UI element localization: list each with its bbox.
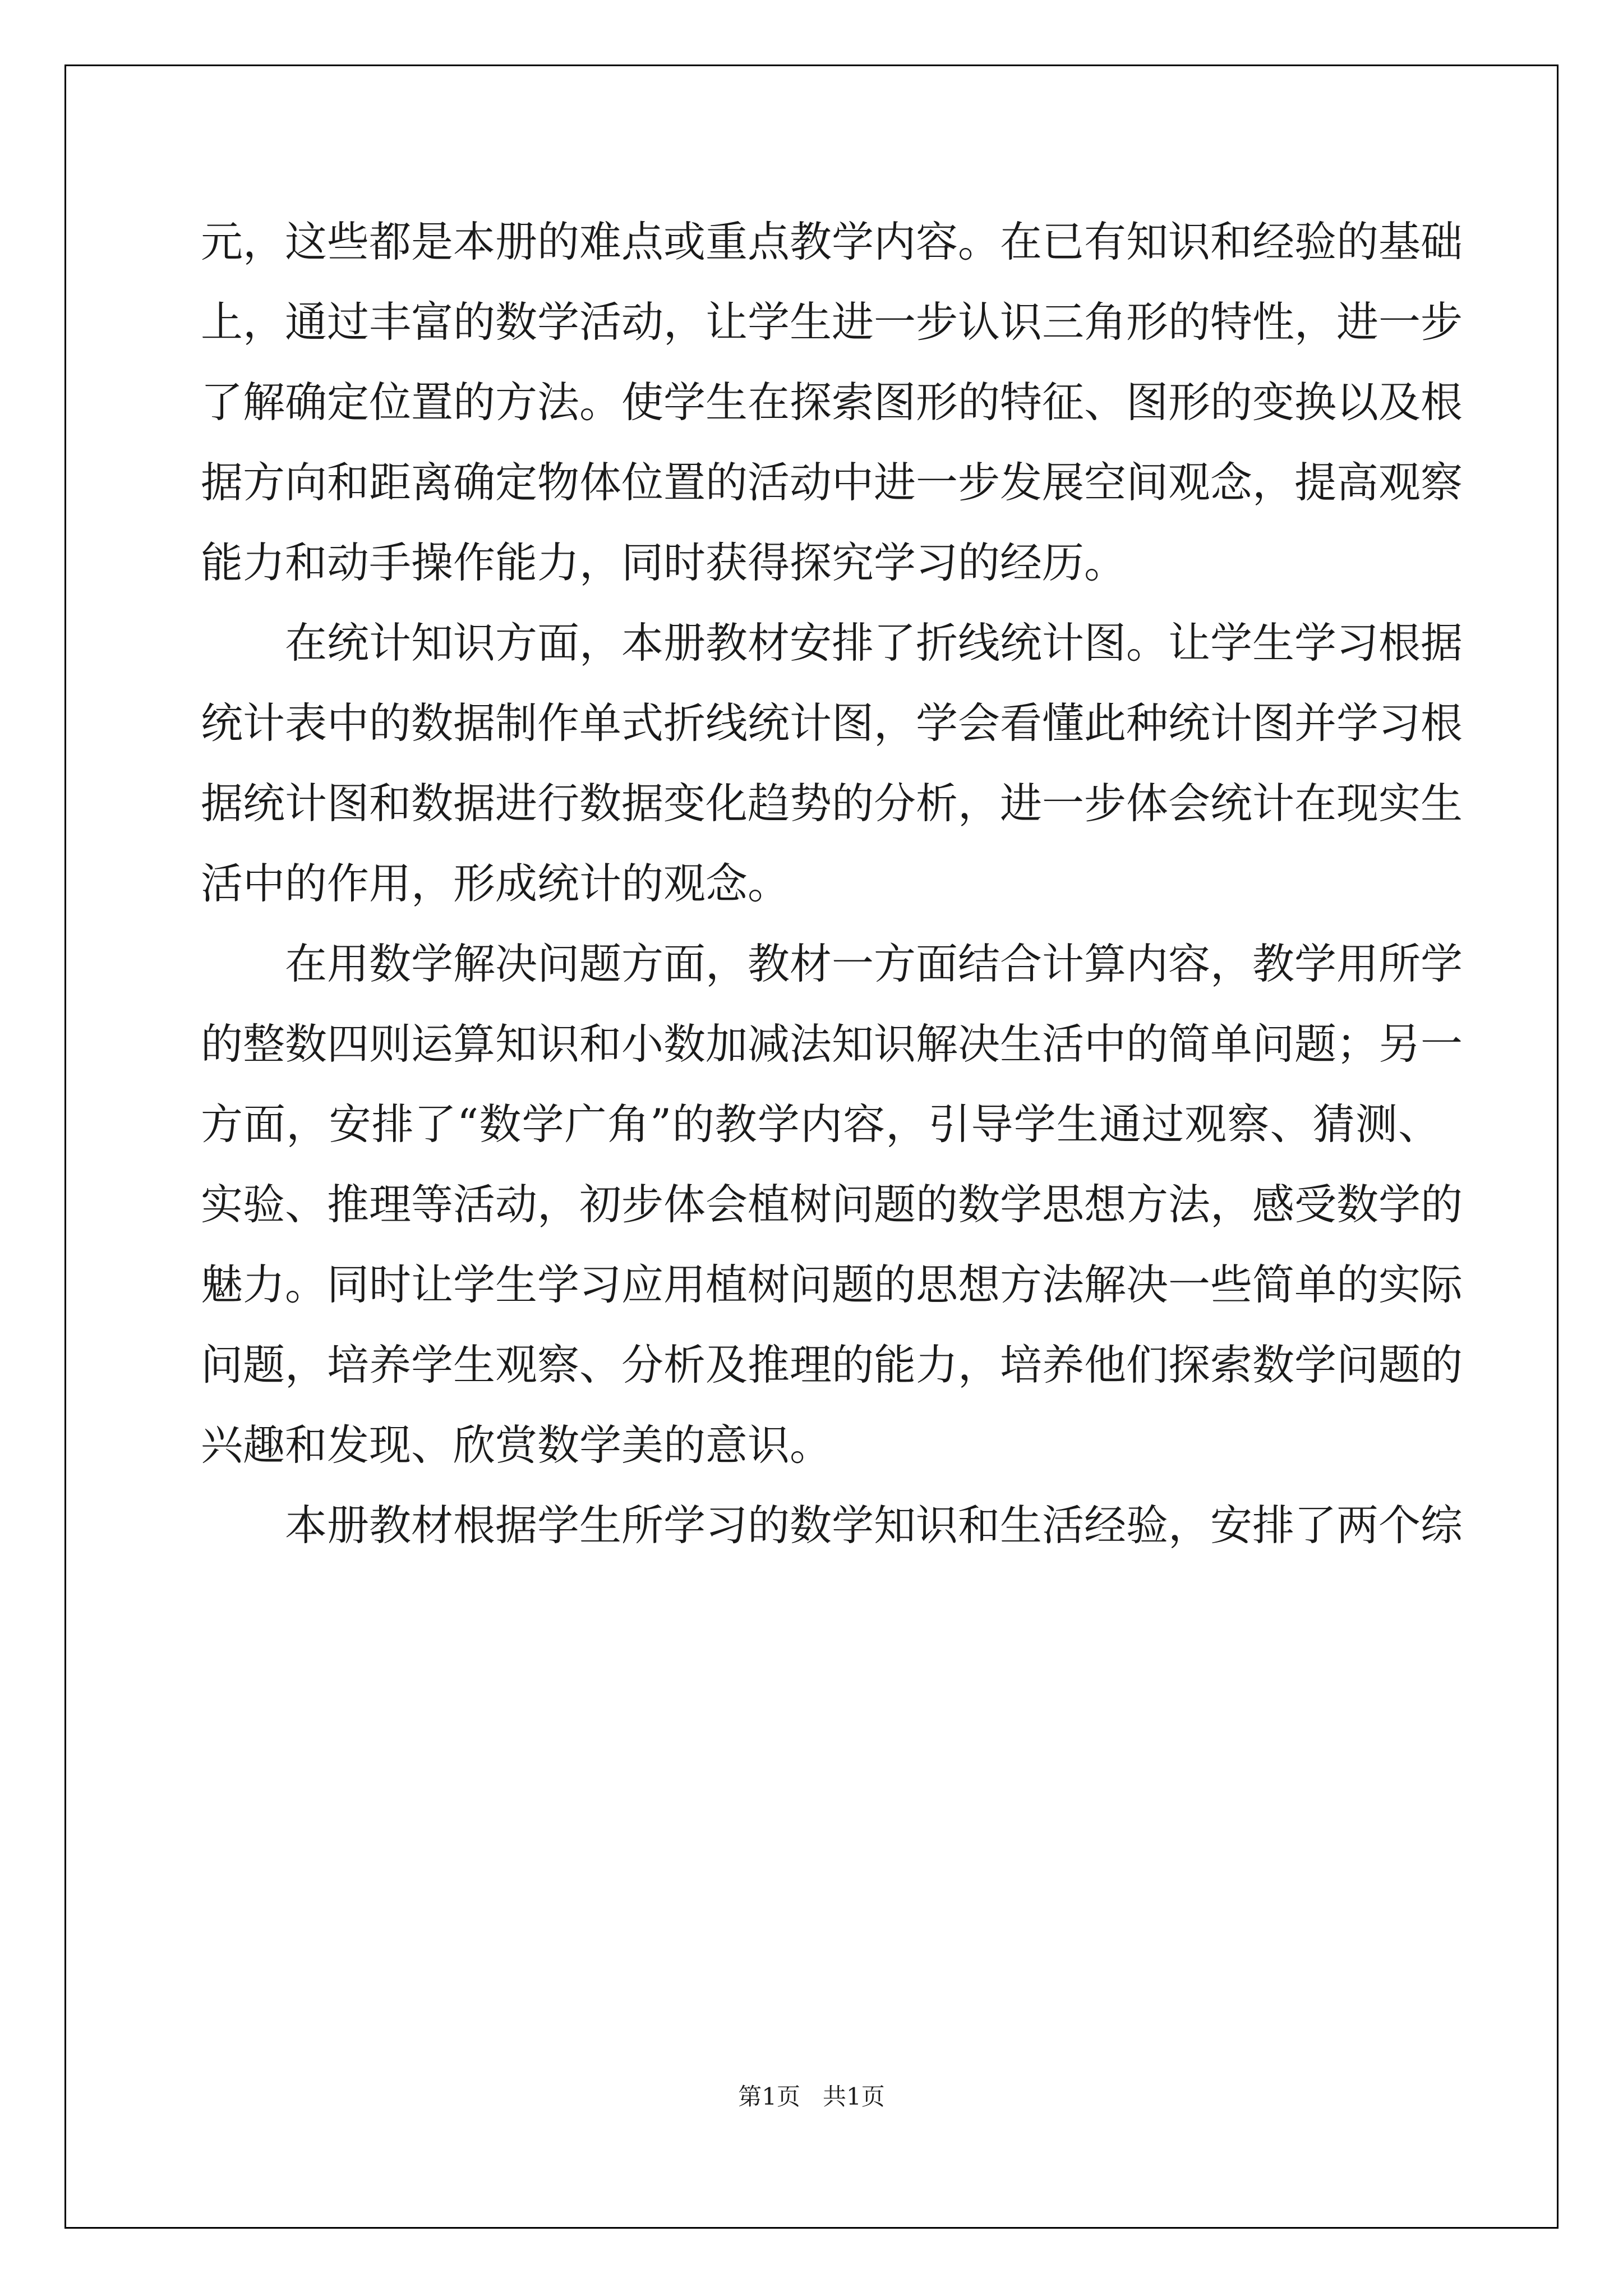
text-line: 据统计图和数据进行数据变化趋势的分析，进一步体会统计在现实生 [201, 779, 1463, 828]
text-line: 了解确定位置的方法。使学生在探索图形的特征、图形的变换以及根 [201, 378, 1463, 427]
text-line: 在用数学解决问题方面，教材一方面结合计算内容，教学用所学 [285, 939, 1463, 988]
text-line: 本册教材根据学生所学习的数学知识和生活经验，安排了两个综 [285, 1501, 1463, 1550]
text-line: 方面，安排了“数学广角”的教学内容，引导学生通过观察、猜测、 [201, 1099, 1440, 1149]
text-line: 能力和动手操作能力，同时获得探究学习的经历。 [201, 538, 1127, 587]
document-body [201, 202, 1463, 1566]
text-line: 元，这些都是本册的难点或重点教学内容。在已有知识和经验的基础 [201, 217, 1463, 266]
text-line: 实验、推理等活动，初步体会植树问题的数学思想方法，感受数学的 [201, 1180, 1463, 1229]
page-number: 第1页 共1页 [738, 2083, 885, 2110]
text-line: 的整数四则运算知识和小数加减法知识解决生活中的简单问题；另一 [201, 1019, 1463, 1069]
text-line: 魅力。同时让学生学习应用植树问题的思想方法解决一些简单的实际 [201, 1260, 1463, 1309]
text-line: 据方向和距离确定物体位置的活动中进一步发展空间观念，提高观察 [201, 458, 1463, 507]
text-line: 统计表中的数据制作单式折线统计图，学会看懂此种统计图并学习根 [201, 698, 1463, 748]
text-line: 兴趣和发现、欣赏数学美的意识。 [201, 1420, 832, 1470]
text-line: 活中的作用，形成统计的观念。 [201, 859, 790, 908]
page-footer [0, 2078, 1623, 2112]
text-line: 上，通过丰富的数学活动，让学生进一步认识三角形的特性，进一步 [201, 297, 1463, 347]
text-line: 在统计知识方面，本册教材安排了折线统计图。让学生学习根据 [285, 618, 1463, 668]
text-line: 问题，培养学生观察、分析及推理的能力，培养他们探索数学问题的 [201, 1340, 1463, 1389]
